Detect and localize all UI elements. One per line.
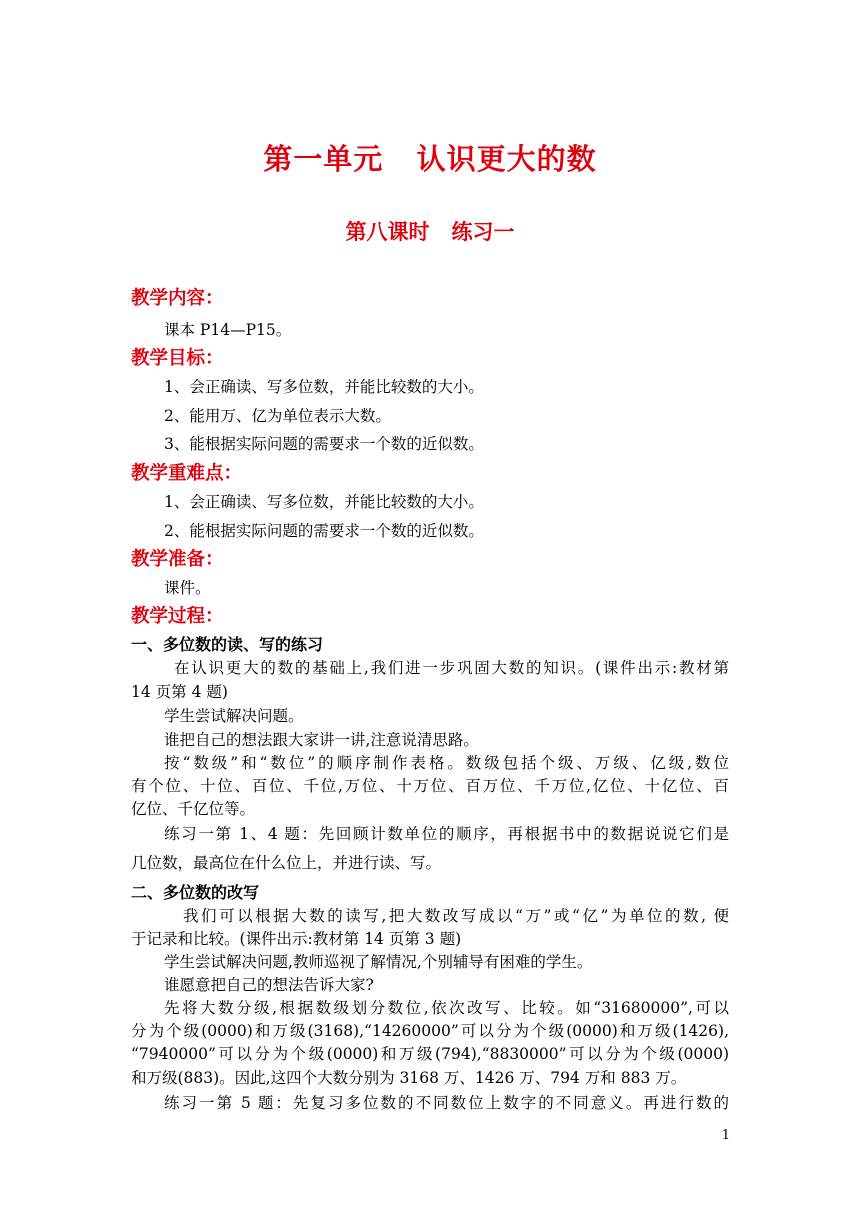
part1-line: 14 页第 4 题) <box>131 683 228 701</box>
section-heading-key-points: 教学重难点： <box>131 463 243 484</box>
part2-line: 练习一第 5 题：先复习多位数的不同数位上数字的不同意义。再进行数的 <box>164 1094 729 1112</box>
section-heading-process: 教学过程： <box>131 606 224 627</box>
goal-line: 1、会正确读、写多位数，并能比较数的大小。 <box>164 378 484 396</box>
key-point-line: 2、能根据实际问题的需要求一个数的近似数。 <box>164 522 484 540</box>
section-heading-preparation: 教学准备： <box>131 549 224 570</box>
part1-line: 谁把自己的想法跟大家讲一讲,注意说清思路。 <box>164 731 479 749</box>
section-heading-content: 教学内容： <box>131 288 224 309</box>
lesson-subtitle: 第八课时 练习一 <box>345 220 515 244</box>
part2-line: 于记录和比较。(课件出示:教材第 14 页第 3 题) <box>131 930 462 948</box>
part1-heading: 一、多位数的读、写的练习 <box>131 635 324 654</box>
page-title: 第一单元 认识更大的数 <box>263 142 597 176</box>
part2-line: 分为个级(0000)和万级(3168),“14260000”可以分为个级(0000)和万级(1426), <box>131 1022 729 1040</box>
part1-line: 按“数级”和“数位”的顺序制作表格。数级包括个级、万级、亿级,数位 <box>164 754 729 772</box>
part1-line: 亿位、千亿位等。 <box>131 800 256 818</box>
key-point-line: 1、会正确读、写多位数，并能比较数的大小。 <box>164 493 484 511</box>
goal-line: 2、能用万、亿为单位表示大数。 <box>164 407 391 425</box>
part2-line: “7940000”可以分为个级(0000)和万级(794),“8830000”可以分为个级(0000) <box>131 1045 729 1063</box>
section-heading-goals: 教学目标： <box>131 348 224 369</box>
part1-line: 有个位、十位、百位、千位,万位、十万位、百万位、千万位,亿位、十亿位、百 <box>131 777 729 795</box>
part2-line: 我们可以根据大数的读写,把大数改写成以“万”或“亿”为单位的数, 便 <box>183 907 729 925</box>
part2-heading: 二、多位数的改写 <box>131 883 260 902</box>
preparation-line: 课件。 <box>164 579 211 597</box>
goal-line: 3、能根据实际问题的需要求一个数的近似数。 <box>164 435 484 453</box>
part1-line: 几位数，最高位在什么位上，并进行读、写。 <box>131 854 442 872</box>
content-line: 课本 P14—P15。 <box>164 321 292 339</box>
page-number: 1 <box>721 1128 730 1143</box>
part2-line: 学生尝试解决问题,教师巡视了解情况,个别辅导有困难的学生。 <box>164 953 593 971</box>
part2-line: 谁愿意把自己的想法告诉大家? <box>164 976 374 994</box>
part1-line: 学生尝试解决问题。 <box>164 707 304 725</box>
part1-line: 练习一第 1、4 题：先回顾计数单位的顺序，再根据书中的数据说说它们是 <box>164 825 729 843</box>
part2-line: 和万级(883)。因此,这四个大数分别为 3168 万、1426 万、794 万和 883 万。 <box>131 1069 687 1087</box>
part1-line: 在认识更大的数的基础上,我们进一步巩固大数的知识。(课件出示:教材第 <box>174 659 729 677</box>
part2-line: 先将大数分级,根据数级划分数位,依次改写、比较。如“31680000”,可以 <box>164 999 729 1017</box>
